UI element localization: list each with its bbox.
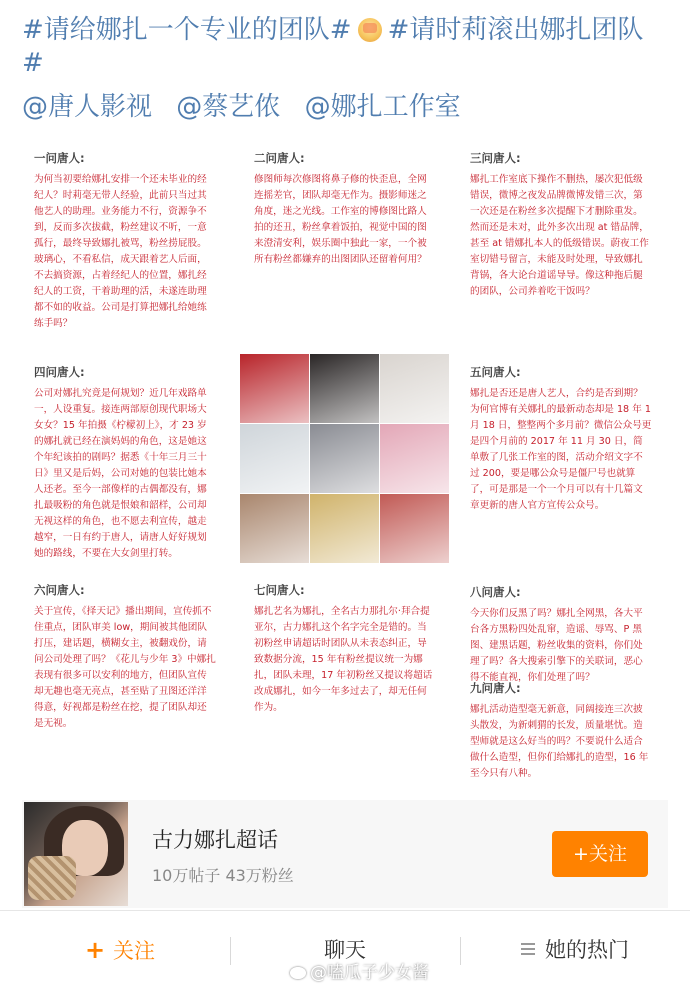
question-title: 三问唐人: bbox=[470, 151, 521, 165]
question-3 bbox=[470, 150, 652, 300]
question-1 bbox=[34, 150, 212, 332]
photo-white-outfit bbox=[380, 354, 450, 424]
watermark-text: @嗑瓜子少女酱 bbox=[310, 963, 429, 983]
photo-airport-1 bbox=[240, 424, 310, 494]
menu-icon bbox=[521, 943, 535, 955]
tab-divider bbox=[460, 937, 461, 965]
question-title: 七问唐人: bbox=[254, 583, 305, 597]
weibo-watermark bbox=[290, 958, 429, 983]
question-body: 娜扎艺名为娜扎，全名古力那扎尔·拜合提亚尔，古力娜扎这个名字完全是错的。当初粉丝申请超话时团队从未表态纠正，导致数据分流，15 年有粉丝提议统一为娜扎，团队未理，17 年初粉丝又提议将超话改成娜扎，如今一年多过去了，却无任何作为。 bbox=[254, 606, 433, 713]
question-body: 为何当初要给娜扎安排一个还未毕业的经纪人？时莉毫无带人经验，此前只当过其他艺人的助理。业务能力不行，资源争不到，反而多次拔截，粉丝建议不听，一意孤行，最终导致娜扎被骂，粉丝捞屁股。玻璃心，不看私信，成天跟着艺人后面，不去搞资源，占着经纪人的位置，娜扎经纪人的工资，干着助理的活，未遂连助理都不如的收益。公司是打算把娜扎给她练练手吗？ bbox=[34, 174, 207, 329]
mention-link[interactable]: @唐人影视 bbox=[22, 92, 153, 122]
supertopic-avatar bbox=[24, 802, 128, 906]
tab-divider bbox=[230, 937, 231, 965]
question-9 bbox=[470, 680, 652, 782]
weibo-logo-icon bbox=[290, 967, 306, 979]
follow-tab-label: 关注 bbox=[113, 939, 156, 963]
question-body: 娜扎是否还是唐人艺人，合约是否到期？为何官博有关娜扎的最新动态却是 18 年 1 月 18 日，整整两个多月前？微信公众号更是四个月前的 2017 年 11 月 30 日，简单敷了几张工作室的图，活动介绍文字不过 200，要是哪公众号是僵尸号也就算了，可是那是一个一个月可以有十几篇文章更新的唐人官方宣传公众号。 bbox=[470, 388, 652, 511]
question-body: 公司对娜扎究竟是何规划？近几年戏路单一，人设重复。接连两部原创现代职场大女女？15 年拍摄《柠檬初上》，才 23 岁的娜扎就已经在演妈妈的角色，这是她这个年纪该拍的剧吗？据悉《十年三月三十日》里又是后妈，公司对她的包装比她本人还老。至今一部像样的古偶都没有，娜扎最吸粉的角色就是恨娘和韶样，公司却无视这样的角色，也不愿去利宣传，越走越窄，一日有约于唐人，请唐人好好规划她的路线，不要在大女剑里打转。 bbox=[34, 388, 207, 559]
photo-crowd-2 bbox=[310, 494, 380, 564]
question-body: 娜扎工作室底下操作不删热，屡次犯低级错误，微博之夜发品牌微博发错三次，第一次还是在粉丝多次提醒下才删除重发。然而还是未对，此外多次出现 at 错品牌，甚至 at 错娜扎本人的低级错误。蔚夜工作室切错号留言，未能及时处理，导致娜扎背锅，各大论台道谣导导。像这种拖后腿的团队，公司养着吃干饭吗？ bbox=[470, 174, 649, 297]
questions-poster-image[interactable] bbox=[22, 132, 668, 798]
question-title: 九问唐人: bbox=[470, 681, 521, 695]
photo-collage bbox=[240, 354, 450, 564]
question-title: 六问唐人: bbox=[34, 583, 85, 597]
supertopic-title: 古力娜扎超话 bbox=[152, 828, 278, 852]
avatar-pillow bbox=[28, 856, 76, 900]
question-title: 八问唐人: bbox=[470, 585, 521, 599]
question-8 bbox=[470, 584, 652, 686]
photo-crowd-1 bbox=[240, 494, 310, 564]
question-body: 关于宣传，《择天记》播出期间，宣传抓不住重点，团队审美 low，期间被其他团队打压，建话题，横糊女主，被翻戏份，请问公司处理了吗？《花儿与少年 3》中娜扎表现有很多可以安利的地方，但团队宣传却无趣也毫无亮点，甚至贴了丑图还洋洋得意，好视都是粉丝在挖，提了团队却还是无视。 bbox=[34, 606, 216, 729]
question-title: 一问唐人: bbox=[34, 151, 85, 165]
mention-link[interactable]: @娜扎工作室 bbox=[304, 92, 461, 122]
question-6 bbox=[34, 582, 216, 732]
post-hashtags bbox=[22, 14, 672, 80]
photo-red-coat bbox=[240, 354, 310, 424]
plus-icon: + bbox=[84, 936, 106, 964]
hot-tab-button[interactable] bbox=[500, 911, 650, 989]
hashtag-link[interactable]: #请时莉滚出娜扎团队 bbox=[387, 15, 644, 45]
supertopic-stats: 10万帖子 43万粉丝 bbox=[152, 866, 294, 885]
photo-black-outfit bbox=[310, 354, 380, 424]
question-title: 四问唐人: bbox=[34, 365, 85, 379]
question-body: 娜扎活动造型毫无新意，同阔接连三次披头散发，为新刺猬的长发，质量堪忧。造型师就是这么好当的吗？不要说什么适合做什么造型，但你们给娜扎的造型，16 年至今只有八种。 bbox=[470, 704, 649, 779]
photo-airport-2 bbox=[310, 424, 380, 494]
hot-tab-label: 她的热门 bbox=[545, 938, 629, 962]
question-4 bbox=[34, 364, 216, 562]
hashtag-link[interactable]: # bbox=[22, 48, 44, 78]
question-2 bbox=[254, 150, 434, 268]
question-title: 二问唐人: bbox=[254, 151, 305, 165]
photo-pink-outfit bbox=[380, 424, 450, 494]
mention-link[interactable]: @蔡艺侬 bbox=[176, 92, 281, 122]
post-mentions bbox=[22, 90, 477, 124]
follow-tab-button[interactable] bbox=[60, 911, 180, 989]
hashtag-link[interactable]: #请给娜扎一个专业的团队# bbox=[22, 15, 352, 45]
chat-tab-label: 聊天 bbox=[324, 938, 366, 962]
question-title: 五问唐人: bbox=[470, 365, 521, 379]
question-5 bbox=[470, 364, 652, 514]
photo-crowd-3 bbox=[380, 494, 450, 564]
question-body: 修图师每次修图将鼻子修的快歪息，全网连摇差官，团队却毫无作为。摄影师迷之角度，迷之光线。工作室的博修图比路人拍的还丑，粉丝拿着饭拍，视觉中国的图来澄清安利，娱乐圈中独此一家，一个被所有粉丝都嫌弃的出图团队还留着何用？ bbox=[254, 174, 427, 265]
supertopic-card[interactable] bbox=[22, 800, 668, 908]
question-body: 今天你们反黑了吗？娜扎全网黑，各大平台各方黑粉四处乱窜，造谣、辱骂、P 黑图、建黑话题，粉丝收集的资料，你们处理了吗？各大搜索引擎下的关联词，恶心得不能直视，你们处理了吗？ bbox=[470, 608, 643, 683]
supertopic-follow-button[interactable]: +关注 bbox=[552, 831, 648, 877]
question-7 bbox=[254, 582, 434, 716]
face-emoji-icon bbox=[358, 18, 382, 42]
